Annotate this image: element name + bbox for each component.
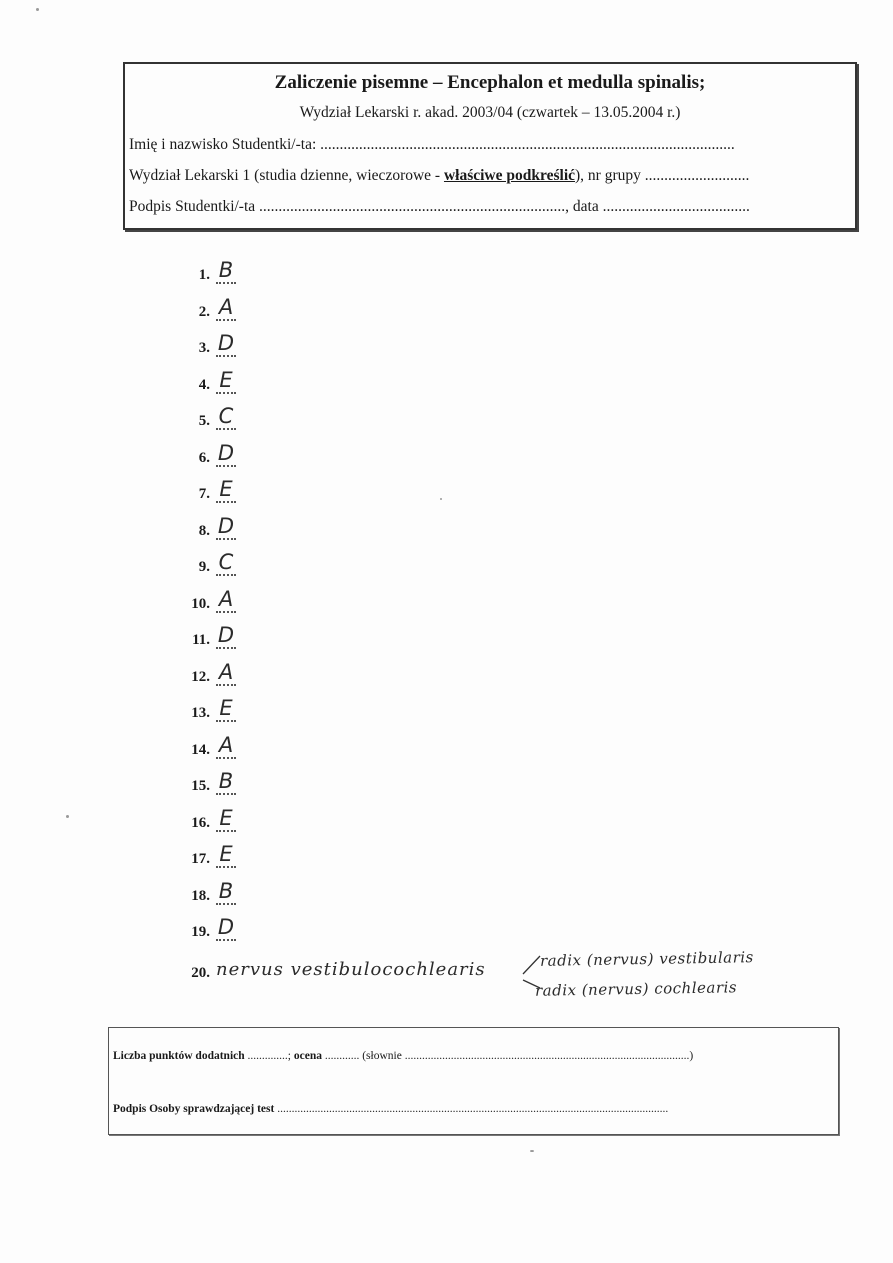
faculty-underlined: właściwe podkreślić [443,167,575,184]
answer-value: B [216,769,236,795]
answer-row-16 [170,806,236,842]
grade-label: ocena [293,1050,322,1062]
answer-number: 8. [198,522,210,539]
student-name-line: Imię i nazwisko Studentki/-ta: ........................................................................................................... [129,136,735,153]
scan-speck [440,498,442,500]
answer-number: 10. [191,595,210,612]
answer-row-10 [170,587,236,623]
answer-row-19 [170,915,236,951]
answer-value: C [216,550,236,576]
answer-row-18 [170,879,236,915]
exam-title: Zaliczenie pisemne – Encephalon et medulla spinalis; [274,72,706,93]
answer-value: A [216,295,236,321]
answer-row-9 [170,550,236,586]
answer-value: C [216,404,236,430]
answer-number: 14. [191,741,210,758]
header-box [123,62,857,230]
student-signature-line: Podpis Studentki/-ta ..............................................................................., data ...................................... [129,198,750,215]
grading-box [108,1027,839,1135]
answer-value: D [217,513,235,538]
checker-label: Podpis Osoby sprawdzającej test [113,1103,275,1115]
answer-number: 15. [191,778,210,794]
answer-row-15 [170,769,236,805]
answer-row-17 [170,842,236,878]
answer-row-8 [170,514,236,550]
answer-value: A [216,587,236,613]
answer-value: D [217,915,235,939]
answer-number: 19. [191,924,210,940]
answer-row-11 [170,623,236,659]
answer-value: E [216,368,236,394]
answer-number: 5. [198,413,210,429]
answer-row-7 [170,477,236,513]
answer-number: 1. [198,267,210,283]
answer-number: 7. [198,486,210,502]
answer-number: 20. [191,965,210,981]
answer-value: E [216,842,236,868]
checker-signature-line [113,1103,668,1115]
answer-row-1 [170,258,236,294]
grade-rest: ............ (słownie ...................................................................................................) [321,1050,694,1062]
answer-row-4 [170,368,236,404]
answer-number: 4. [198,376,210,393]
checker-rest: ........................................................................................................................................ [274,1103,669,1115]
answer-row-13 [170,696,236,732]
answer-number: 18. [191,887,210,904]
answer-number: 11. [192,632,210,648]
answer-value: B [216,879,236,905]
answer-row-3 [170,331,236,367]
answer-row-6 [170,441,236,477]
scan-speck [530,1150,534,1152]
answer20-branch-cochlear: radix (nervus) cochlearis [534,978,738,1000]
answer-value: D [217,440,235,465]
answer-value: D [217,331,235,355]
answer-number: 6. [198,449,210,466]
answer-number: 3. [198,340,210,356]
answer-value: D [217,623,235,647]
answer-number: 16. [191,814,210,831]
answer-value: E [216,477,236,503]
answer-value: E [216,696,236,722]
answer-value: A [216,733,236,759]
answer-row-12 [170,660,236,696]
exam-subtitle: Wydział Lekarski r. akad. 2003/04 (czwartek – 13.05.2004 r.) [299,104,681,121]
answer-number: 2. [198,303,210,320]
faculty-line [129,167,749,185]
answer-value: B [216,258,236,284]
points-grade-line [113,1050,693,1062]
answer-number: 17. [191,851,210,867]
answer-number: 12. [191,668,210,685]
answer-row-5 [170,404,236,440]
answer-value: nervus vestibulocochlearis [216,959,486,980]
scan-speck [36,8,39,11]
answer-row-20 [170,958,486,994]
answer-value: E [216,806,236,832]
points-rest: ..............; [244,1050,294,1062]
faculty-prefix: Wydział Lekarski 1 (studia dzienne, wieczorowe - [129,167,444,184]
answer-value: A [216,660,236,686]
points-label: Liczba punktów dodatnich [113,1050,245,1062]
answer-number: 13. [191,705,210,721]
answer-row-14 [170,733,236,769]
answer-row-2 [170,295,236,331]
answer-number: 9. [198,559,210,575]
answer20-branch-vestibular: radix (nervus) vestibularis [539,948,754,970]
scan-speck [66,815,69,818]
faculty-suffix: ), nr grupy ........................... [575,167,750,184]
